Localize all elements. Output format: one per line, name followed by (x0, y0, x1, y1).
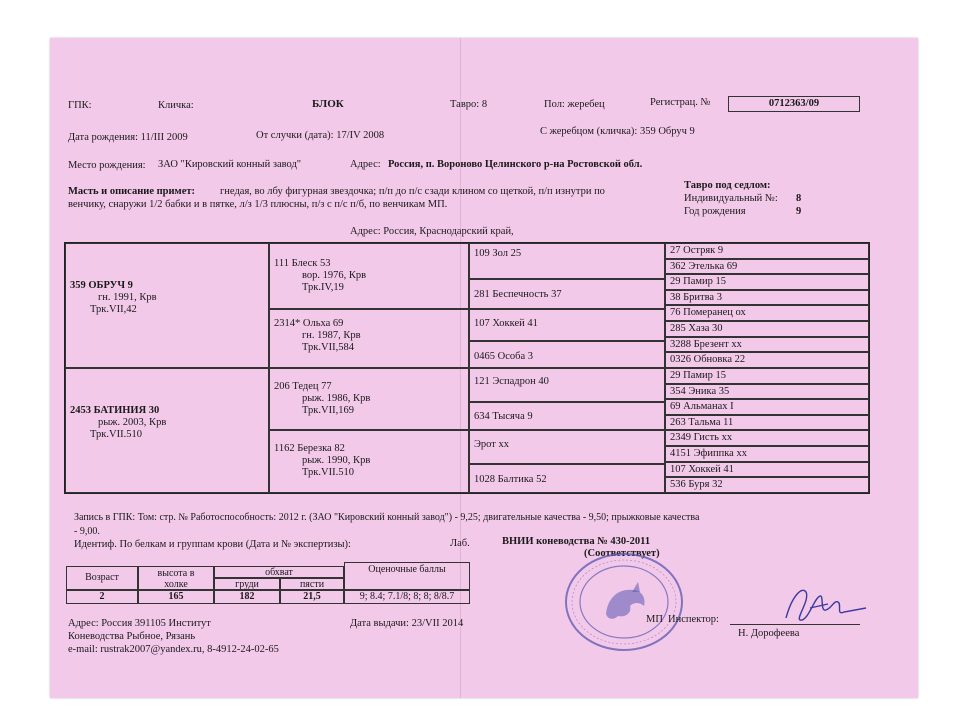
description-label: Масть и описание примет: (68, 186, 196, 197)
g2-cell (269, 243, 469, 309)
signature-icon (780, 578, 870, 628)
measurements-table (66, 562, 476, 606)
g2-cell (269, 309, 469, 368)
conformity: (Соответствует) (584, 548, 660, 559)
g2-name: 2314* Ольха 69 (274, 318, 344, 329)
g4-cell: 2349 Гисть хх (665, 430, 869, 446)
signature-line (730, 624, 860, 625)
address-label: Адрес: (350, 159, 381, 170)
g3-cell: 634 Тысяча 9 (469, 402, 665, 430)
pedigree-table (64, 242, 870, 494)
dam-cell (65, 368, 269, 493)
brand-year-label: Год рождения (684, 206, 746, 217)
sire-record: Трк.VII,42 (90, 304, 137, 315)
sire-info: гн. 1991, Крв (98, 292, 157, 303)
g4-cell: 3288 Брезент хх (665, 337, 869, 353)
inspector-name: Н. Дорофеева (738, 628, 800, 639)
name-label: Кличка: (158, 100, 194, 111)
record-line-1: Запись в ГПК: Том: стр. № Работоспособность: 2012 г. (ЗАО "Кировский конный завод") - 9,25; двигательные качества - 9,50; прыжковые качества (74, 512, 700, 523)
g2-info: рыж. 1986, Крв (302, 393, 371, 404)
sire-cell (65, 243, 269, 368)
mating-date: От случки (дата): 17/IV 2008 (256, 130, 385, 141)
g3-cell: 107 Хоккей 41 (469, 309, 665, 341)
g3-cell: 0465 Особа 3 (469, 341, 665, 368)
g4-cell: 76 Померанец ох (665, 305, 869, 321)
g4-cell: 354 Эника 35 (665, 384, 869, 400)
g3-cell: 121 Эспадрон 40 (469, 368, 665, 402)
sire-mating: С жеребцом (кличка): 359 Обруч 9 (540, 126, 695, 137)
g4-cell: 38 Бритва 3 (665, 290, 869, 306)
record-line-2: - 9,00. (74, 526, 100, 537)
girth-header: обхват (214, 566, 344, 578)
g4-cell: 285 Хаза 30 (665, 321, 869, 337)
height-header-line-2: холке (164, 579, 188, 590)
g2-info: рыж. 1990, Крв (302, 455, 371, 466)
lab-name: ВНИИ коневодства № 430-2011 (502, 536, 651, 547)
brand-individual-value: 8 (796, 193, 802, 204)
institute-address-1: Адрес: Россия 391105 Институт (68, 618, 211, 629)
sire-name: 359 ОБРУЧ 9 (70, 280, 133, 291)
height-value: 165 (138, 590, 214, 604)
dam-name: 2453 БАТИНИЯ 30 (70, 405, 160, 416)
g2-record: Трк.VII,584 (302, 342, 354, 353)
brand-title: Тавро под седлом: (684, 180, 771, 191)
g4-cell: 0326 Обновка 22 (665, 352, 869, 368)
owner-address: Адрес: Россия, Краснодарский край, (350, 226, 514, 237)
birth-date: Дата рождения: 11/III 2009 (68, 132, 188, 143)
cannon-value: 21,5 (280, 590, 344, 604)
cannon-header: пясти (280, 578, 344, 590)
g4-cell: 536 Буря 32 (665, 477, 869, 493)
age-value: 2 (66, 590, 138, 604)
g4-cell: 29 Памир 15 (665, 274, 869, 290)
birth-address: Россия, п. Вороново Целинского р-на Ростовской обл. (388, 159, 643, 170)
g4-cell: 362 Этелька 69 (665, 259, 869, 275)
birth-place-label: Место рождения: (68, 160, 146, 171)
height-header-line-1: высота в (157, 568, 195, 579)
birth-place: ЗАО "Кировский конный завод" (158, 159, 302, 170)
g4-cell: 4151 Эфиппка хх (665, 446, 869, 462)
stamp-place-label: МП (646, 614, 663, 625)
g4-cell: 107 Хоккей 41 (665, 462, 869, 478)
g2-record: Трк.IV,19 (302, 282, 344, 293)
round-seal-icon (562, 550, 686, 654)
g3-cell: 109 Зол 25 (469, 243, 665, 279)
dam-record: Трк.VII.510 (90, 429, 142, 440)
chest-header: груди (214, 578, 280, 590)
g2-info: гн. 1987, Крв (302, 330, 361, 341)
horse-name: БЛОК (312, 98, 344, 110)
brand-individual-label: Индивидуальный №: (684, 193, 778, 204)
issue-date: Дата выдачи: 23/VII 2014 (350, 618, 464, 629)
description-line-1: гнедая, во лбу фигурная звездочка; п/п до п/с сзади клином со щеткой, п/п изнутри по (220, 186, 605, 197)
brand-number: Тавро: 8 (450, 99, 488, 110)
g3-cell: 281 Беспечность 37 (469, 279, 665, 309)
g4-cell: 27 Остряк 9 (665, 243, 869, 259)
g2-name: 111 Блеск 53 (274, 258, 331, 269)
g3-cell: Эрот хх (469, 430, 665, 464)
chest-value: 182 (214, 590, 280, 604)
g4-cell: 69 Альманах I (665, 399, 869, 415)
brand-year-value: 9 (796, 206, 802, 217)
age-header: Возраст (66, 566, 138, 590)
scores-value: 9; 8.4; 7.1/8; 8; 8; 8/8.7 (344, 590, 470, 604)
g3-cell: 1028 Балтика 52 (469, 464, 665, 493)
g4-cell: 29 Памир 15 (665, 368, 869, 384)
g2-record: Трк.VII.510 (302, 467, 354, 478)
inspector-label: Инспектор: (668, 614, 719, 625)
g4-cell: 263 Тальма 11 (665, 415, 869, 431)
lab-label: Лаб. (450, 538, 470, 549)
g2-record: Трк.VII,169 (302, 405, 354, 416)
g2-name: 1162 Березка 82 (274, 443, 345, 454)
g2-cell (269, 430, 469, 493)
scores-header: Оценочные баллы (344, 562, 470, 590)
identification-label: Идентиф. По белкам и группам крови (Дата и № экспертизы): (74, 539, 351, 550)
institute-contacts: e-mail: rustrak2007@yandex.ru, 8-4912-24-02-65 (68, 644, 279, 655)
sex: Пол: жеребец (544, 99, 605, 110)
institute-address-2: Коневодства Рыбное, Рязань (68, 631, 196, 642)
g2-info: вор. 1976, Крв (302, 270, 367, 281)
g2-name: 206 Тедец 77 (274, 381, 332, 392)
height-header (138, 566, 214, 590)
g2-cell (269, 368, 469, 430)
dam-info: рыж. 2003, Крв (98, 417, 167, 428)
description-line-2: венчику, снаружи 1/2 бабки и в пятке, л/з 1/3 плюсны, п/з с п/с п/б, по венчикам МП. (68, 199, 448, 210)
passport-document (50, 38, 918, 698)
registration-label: Регистрац. № (650, 97, 711, 108)
gpk-label: ГПК: (68, 100, 92, 111)
registration-number: 0712363/09 (728, 96, 860, 112)
